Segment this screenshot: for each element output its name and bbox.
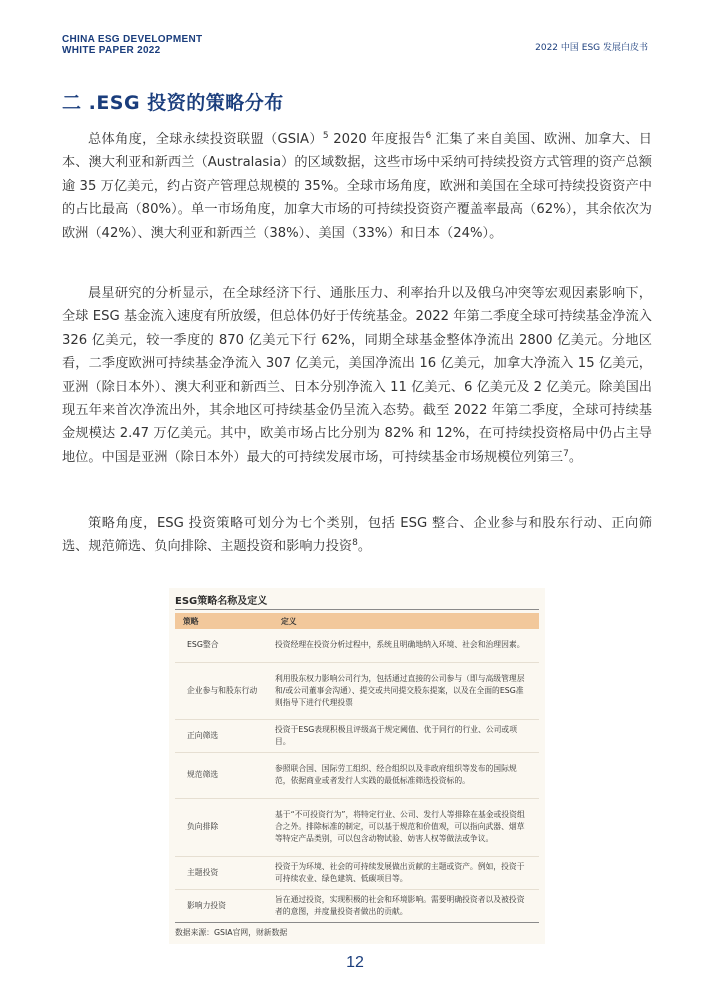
table-row <box>175 889 539 922</box>
section-title: 二 .ESG 投资的策略分布 <box>62 92 284 114</box>
table-title-divider <box>175 609 539 610</box>
footnote-ref-8: 8 <box>352 538 358 549</box>
esg-strategy-table <box>175 613 539 923</box>
paragraph-3 <box>62 512 652 559</box>
header-line-1: CHINA ESG DEVELOPMENT <box>62 34 203 45</box>
strategy-name: 规范筛选 <box>175 752 273 798</box>
paragraph-3-text-a: 策略角度，ESG 投资策略可划分为七个类别，包括 ESG 整合、企业参与和股东行动、正向筛选、规范筛选、负向排除、主题投资和影响力投资 <box>62 516 652 555</box>
table-row <box>175 752 539 798</box>
paragraph-1-text-c: 汇集了来自美国、欧洲、加拿大、日本、澳大利亚和新西兰（Australasia）的区域数据，这些市场中采纳可持续投资方式管理的资产总额逾 35 万亿美元，约占资产管理总规模的 35%。全球市场角度，欧洲和美国在全球可持续投资资产中的占比最高（80%）。单一市场角度，加拿大市场的可持续投资资产覆盖率最高（62%），其余依次为欧洲（42%）、澳大利亚和新西兰（38%）、美国（33%）和日本（24%）。 <box>62 132 652 241</box>
strategy-definition: 投资经理在投资分析过程中，系统且明确地纳入环境、社会和治理因素。 <box>273 629 539 662</box>
strategy-definition: 参照联合国、国际劳工组织、经合组织以及非政府组织等发布的国际规范，依据商业或者发行人实践的最低标准筛选投资标的。 <box>273 752 539 798</box>
strategy-name: 企业参与和股东行动 <box>175 662 273 719</box>
strategy-name: 影响力投资 <box>175 889 273 922</box>
table-title: ESG策略名称及定义 <box>175 596 268 607</box>
table-source-note: 数据来源：GSIA官网，财新数据 <box>175 928 288 937</box>
table-header-row <box>175 613 539 629</box>
footnote-ref-6: 6 <box>425 131 432 141</box>
page-number: 12 <box>346 954 364 971</box>
paragraph-3-text-b: 。 <box>357 539 372 555</box>
strategy-definition: 基于“不可投资行为”，将特定行业、公司、发行人等排除在基金或投资组合之外。排除标准的制定，可以基于规范和价值观，可以指向武器、烟草等特定产品类别，可以包含动物试验、妨害人权等做法或争议。 <box>273 798 539 856</box>
table-row <box>175 629 539 662</box>
table-row <box>175 856 539 889</box>
table-row <box>175 798 539 856</box>
strategy-definition: 投资于ESG表现积极且评级高于规定阈值、优于同行的行业、公司或项目。 <box>273 719 539 752</box>
paragraph-2 <box>62 282 652 469</box>
paragraph-1 <box>62 128 652 245</box>
strategy-definition: 投资于为环境、社会的可持续发展做出贡献的主题或资产。例如，投资于可持续农业、绿色建筑、低碳项目等。 <box>273 856 539 889</box>
table-row <box>175 662 539 719</box>
header-line-2: WHITE PAPER 2022 <box>62 45 161 56</box>
strategy-name: ESG整合 <box>175 629 273 662</box>
strategy-name: 负向排除 <box>175 798 273 856</box>
strategy-name: 主题投资 <box>175 856 273 889</box>
paragraph-2-text-b: 。 <box>568 449 583 465</box>
paragraph-1-text-b: 2020 年度报告 <box>328 132 426 147</box>
table-row <box>175 719 539 752</box>
footnote-ref-7: 7 <box>563 448 569 459</box>
column-header-definition: 定义 <box>273 613 539 629</box>
esg-strategy-table-figure <box>169 588 545 944</box>
footnote-ref-5: 5 <box>322 131 329 141</box>
strategy-definition: 旨在通过投资，实现积极的社会和环境影响。需要明确投资者以及被投资者的意图，并度量投资者做出的贡献。 <box>273 889 539 922</box>
column-header-strategy: 策略 <box>175 613 273 629</box>
strategy-definition: 利用股东权力影响公司行为，包括通过直接的公司参与（即与高级管理层和/或公司董事会沟通）、提交或共同提交股东提案，以及在全面的ESG准则指导下进行代理投票 <box>273 662 539 719</box>
paragraph-1-text-a: 总体角度，全球永续投资联盟（GSIA） <box>88 132 323 147</box>
header-publication-name <box>62 34 202 56</box>
strategy-name: 正向筛选 <box>175 719 273 752</box>
header-title: 2022 中国 ESG 发展白皮书 <box>535 43 648 53</box>
paragraph-2-text-a: 晨星研究的分析显示，在全球经济下行、通胀压力、利率抬升以及俄乌冲突等宏观因素影响下，全球 ESG 基金流入速度有所放缓，但总体仍好于传统基金。2022 年第二季度全球可持续基金净流入 326 亿美元，较一季度的 870 亿美元下行 62%，同期全球基金整体净流出 2800 亿美元。分地区看，二季度欧洲可持续基金净流入 307 亿美元，美国净流出 16 亿美元，加拿大净流入 15 亿美元，亚洲（除日本外）、澳大利亚和新西兰、日本分别净流入 11 亿美元、6 亿美元及 2 亿美元。除美国出现五年来首次净流出外，其余地区可持续基金仍呈流入态势。截至 2022 年第二季度，全球可持续基金规模达 2.47 万亿美元。其中，欧美市场占比分别为 82% 和 12%，在可持续投资格局中仍占主导地位。中国是亚洲（除日本外）最大的可持续发展市场，可持续基金市场规模位列第三 <box>62 286 652 465</box>
